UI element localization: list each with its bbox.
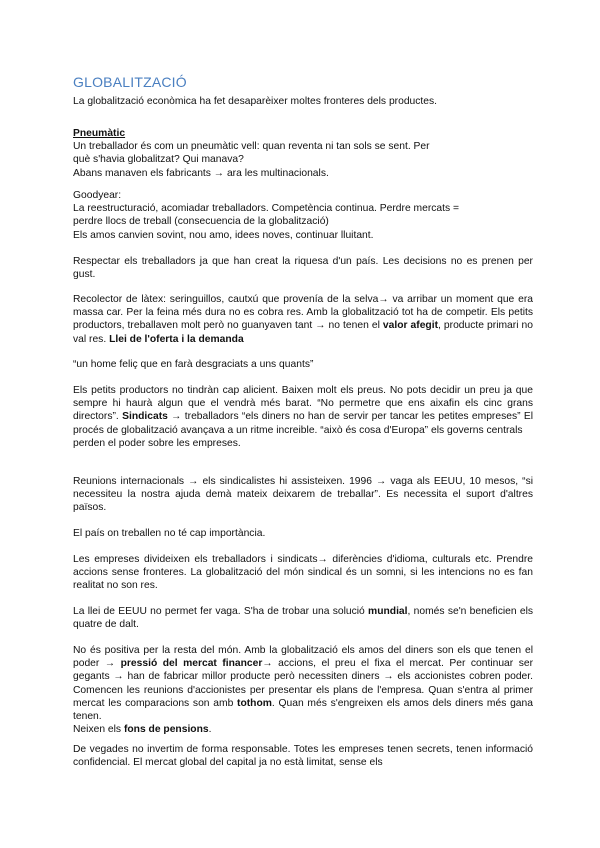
paragraph-llei: La llei de EEUU no permet fer vaga. S'ha de trobar una solució mundial, només se'n beneficien els quatre de dalt. xyxy=(73,606,534,631)
bold-tothom: tothom xyxy=(237,697,272,709)
bold-mundial: mundial xyxy=(368,606,408,617)
quote-paragraph: “un home feliç que en farà desgraciats a uns quants” xyxy=(73,359,314,370)
goodyear-line: Els amos canvien sovint, nou amo, idees noves, continuar lluitant. xyxy=(73,229,374,241)
paragraph-empreses: Les empreses divideixen els treballadors i sindicats→ diferències d'idioma, culturals etc. Prendre accions sense fronteres. La globalització del món sindical és un somni, si les intencions no es fan realitat no son res. xyxy=(73,554,533,592)
pneumatic-line: Abans manaven els fabricants → ara les multinacionals. xyxy=(73,167,329,179)
intro-paragraph: La globalització econòmica ha fet desaparèixer moltes fronteres dels productes. xyxy=(73,96,438,107)
paragraph-reunions: Reunions internacionals → els sindicalistes hi assisteixen. 1996 → vaga als EEUU, 10 mesos, “si necessiteu la nostra ajuda demà mateix deixarem de treballar”. Es necessita el suport d'altres països. xyxy=(73,476,533,514)
document-title: GLOBALITZACIÓ xyxy=(73,74,187,90)
paragraph-devegades: De vegades no invertim de forma responsable. Totes les empreses tenen secrets, tenen informació confidencial. El mercat global del capital ja no està limitat, sense els xyxy=(73,744,533,769)
bold-fons-pensions: fons de pensions xyxy=(123,724,209,736)
section-pneumatic xyxy=(73,127,533,180)
section-goodyear xyxy=(73,189,533,242)
paragraph-latex: Recolector de làtex: seringuillos, cautxú que provenía de la selva→ va arribar un moment que era massa car. Per la feina més dura no es cobra res. Amb la globalització tot ha de competir. Els petits productors, treballaven molt però no guanyaven tant → no tenen el valor afegit, producte primari no val res. Llei de l'oferta i la demanda xyxy=(73,294,533,345)
bold-llei-oferta: Llei de l'oferta i la demanda xyxy=(109,333,244,345)
section-heading-pneumatic: Pneumàtic xyxy=(73,128,126,139)
bold-valor-afegit: valor afegit xyxy=(382,320,439,332)
bold-sindicats: Sindicats xyxy=(122,411,168,423)
paragraph-respectar: Respectar els treballadors ja que han creat la riquesa d'un país. Les decisions no es prenen per gust. xyxy=(73,256,533,281)
pneumatic-line: Un treballador és com un pneumàtic vell: quan reventa ni tan sols se sent. Per xyxy=(73,141,430,153)
goodyear-line: perdre llocs de treball (consecuencia de la globalització) xyxy=(73,216,329,228)
goodyear-line: La reestructuració, acomiadar treballadors. Competència continua. Perdre mercats = xyxy=(73,203,460,215)
pneumatic-line: què s'havia globalitzat? Qui manava? xyxy=(73,154,244,166)
section-heading-goodyear: Goodyear: xyxy=(73,190,122,201)
paragraph-pais: El país on treballen no té cap importància. xyxy=(73,528,266,539)
paragraph-petits: Els petits productors no tindràn cap alicient. Baixen molt els preus. No pots decidir un preu ja que sempre hi haurà algun que el vendrà més barat. “No permetre que ens aixafin els cinc grans directors”. Sindicats → treballadors “els diners no han de servir per tancar les petites empreses” El procés de globalització avançava a un ritme increible. “això és cosa d'Europa” els governs centrals perden el poder sobre les empreses. xyxy=(73,385,533,449)
bold-pressio-mercat: pressió del mercat financer xyxy=(120,658,263,670)
paragraph-positiva: No és positiva per la resta del món. Amb la globalització els amos del diners son els que tenen el poder → pressió del mercat financer→ accions, el preu el fixa el mercat. Per continuar ser gegants → han de fabricar millor producte però necessiten diners → els accionistes cobren poder. Comencen les reunions d'accionistes per presentar els plans de l'empresa. Quan s'entra al primer mercat les comparacions son amb tothom. Quan més s'engreixen els amos dels diners més gana tenen. Neixen els fons de pensions. xyxy=(73,645,534,736)
